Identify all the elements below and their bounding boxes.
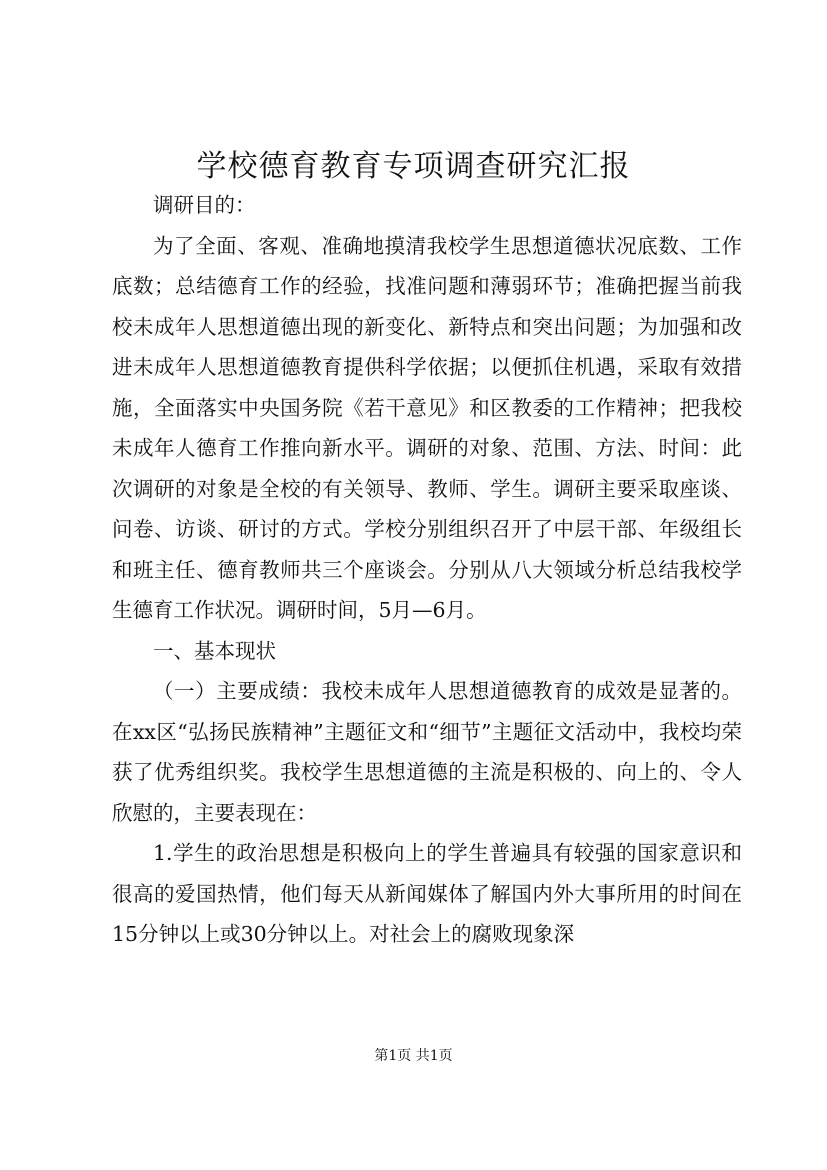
paragraph-section-heading: 一、基本现状 xyxy=(153,638,276,663)
page-footer: 第1页 共1页 xyxy=(374,1048,453,1064)
document-title: 学校德育教育专项调查研究汇报 xyxy=(196,149,631,184)
paragraph-purpose-content: 为了全面、客观、准确地摸清我校学生思想道德状况底数、工作底数；总结德育工作的经验，找准问题和薄弱环节；准确把握当前我校未成年人思想道德出现的新变化、新特点和突出问题；为加强和改进未成年人思想道德教育提供科学依据；以便抓住机遇，采取有效措施，全面落实中央国务院《若干意见》和区教委的工作精神；把我校未成年人德育工作推向新水平。调研的对象、范围、方法、时间：此次调研的对象是全校的有关领导、教师、学生。调研主要采取座谈、问卷、访谈、研讨的方式。学校分别组织召开了中层干部、年级组长和班主任、德育教师共三个座谈会。分别从八大领域分析总结我校学生德育工作状况。调研时间，5月—6月。 xyxy=(112,233,742,622)
paragraph-point-one: 1.学生的政治思想是积极向上的学生普遍具有较强的国家意识和很高的爱国热情，他们每天从新闻媒体了解国内外大事所用的时间在15分钟以上或30分钟以上。对社会上的腐败现象深 xyxy=(112,841,742,946)
paragraph-purpose-heading: 调研目的： xyxy=(153,193,256,217)
paragraph-achievements: （一）主要成绩：我校未成年人思想道德教育的成效是显著的。在xx区“弘扬民族精神”主题征文和“细节”主题征文活动中，我校均荣获了优秀组织奖。我校学生思想道德的主流是积极的、向上的、令人欣慰的，主要表现在： xyxy=(112,679,742,825)
document-body xyxy=(112,185,742,955)
